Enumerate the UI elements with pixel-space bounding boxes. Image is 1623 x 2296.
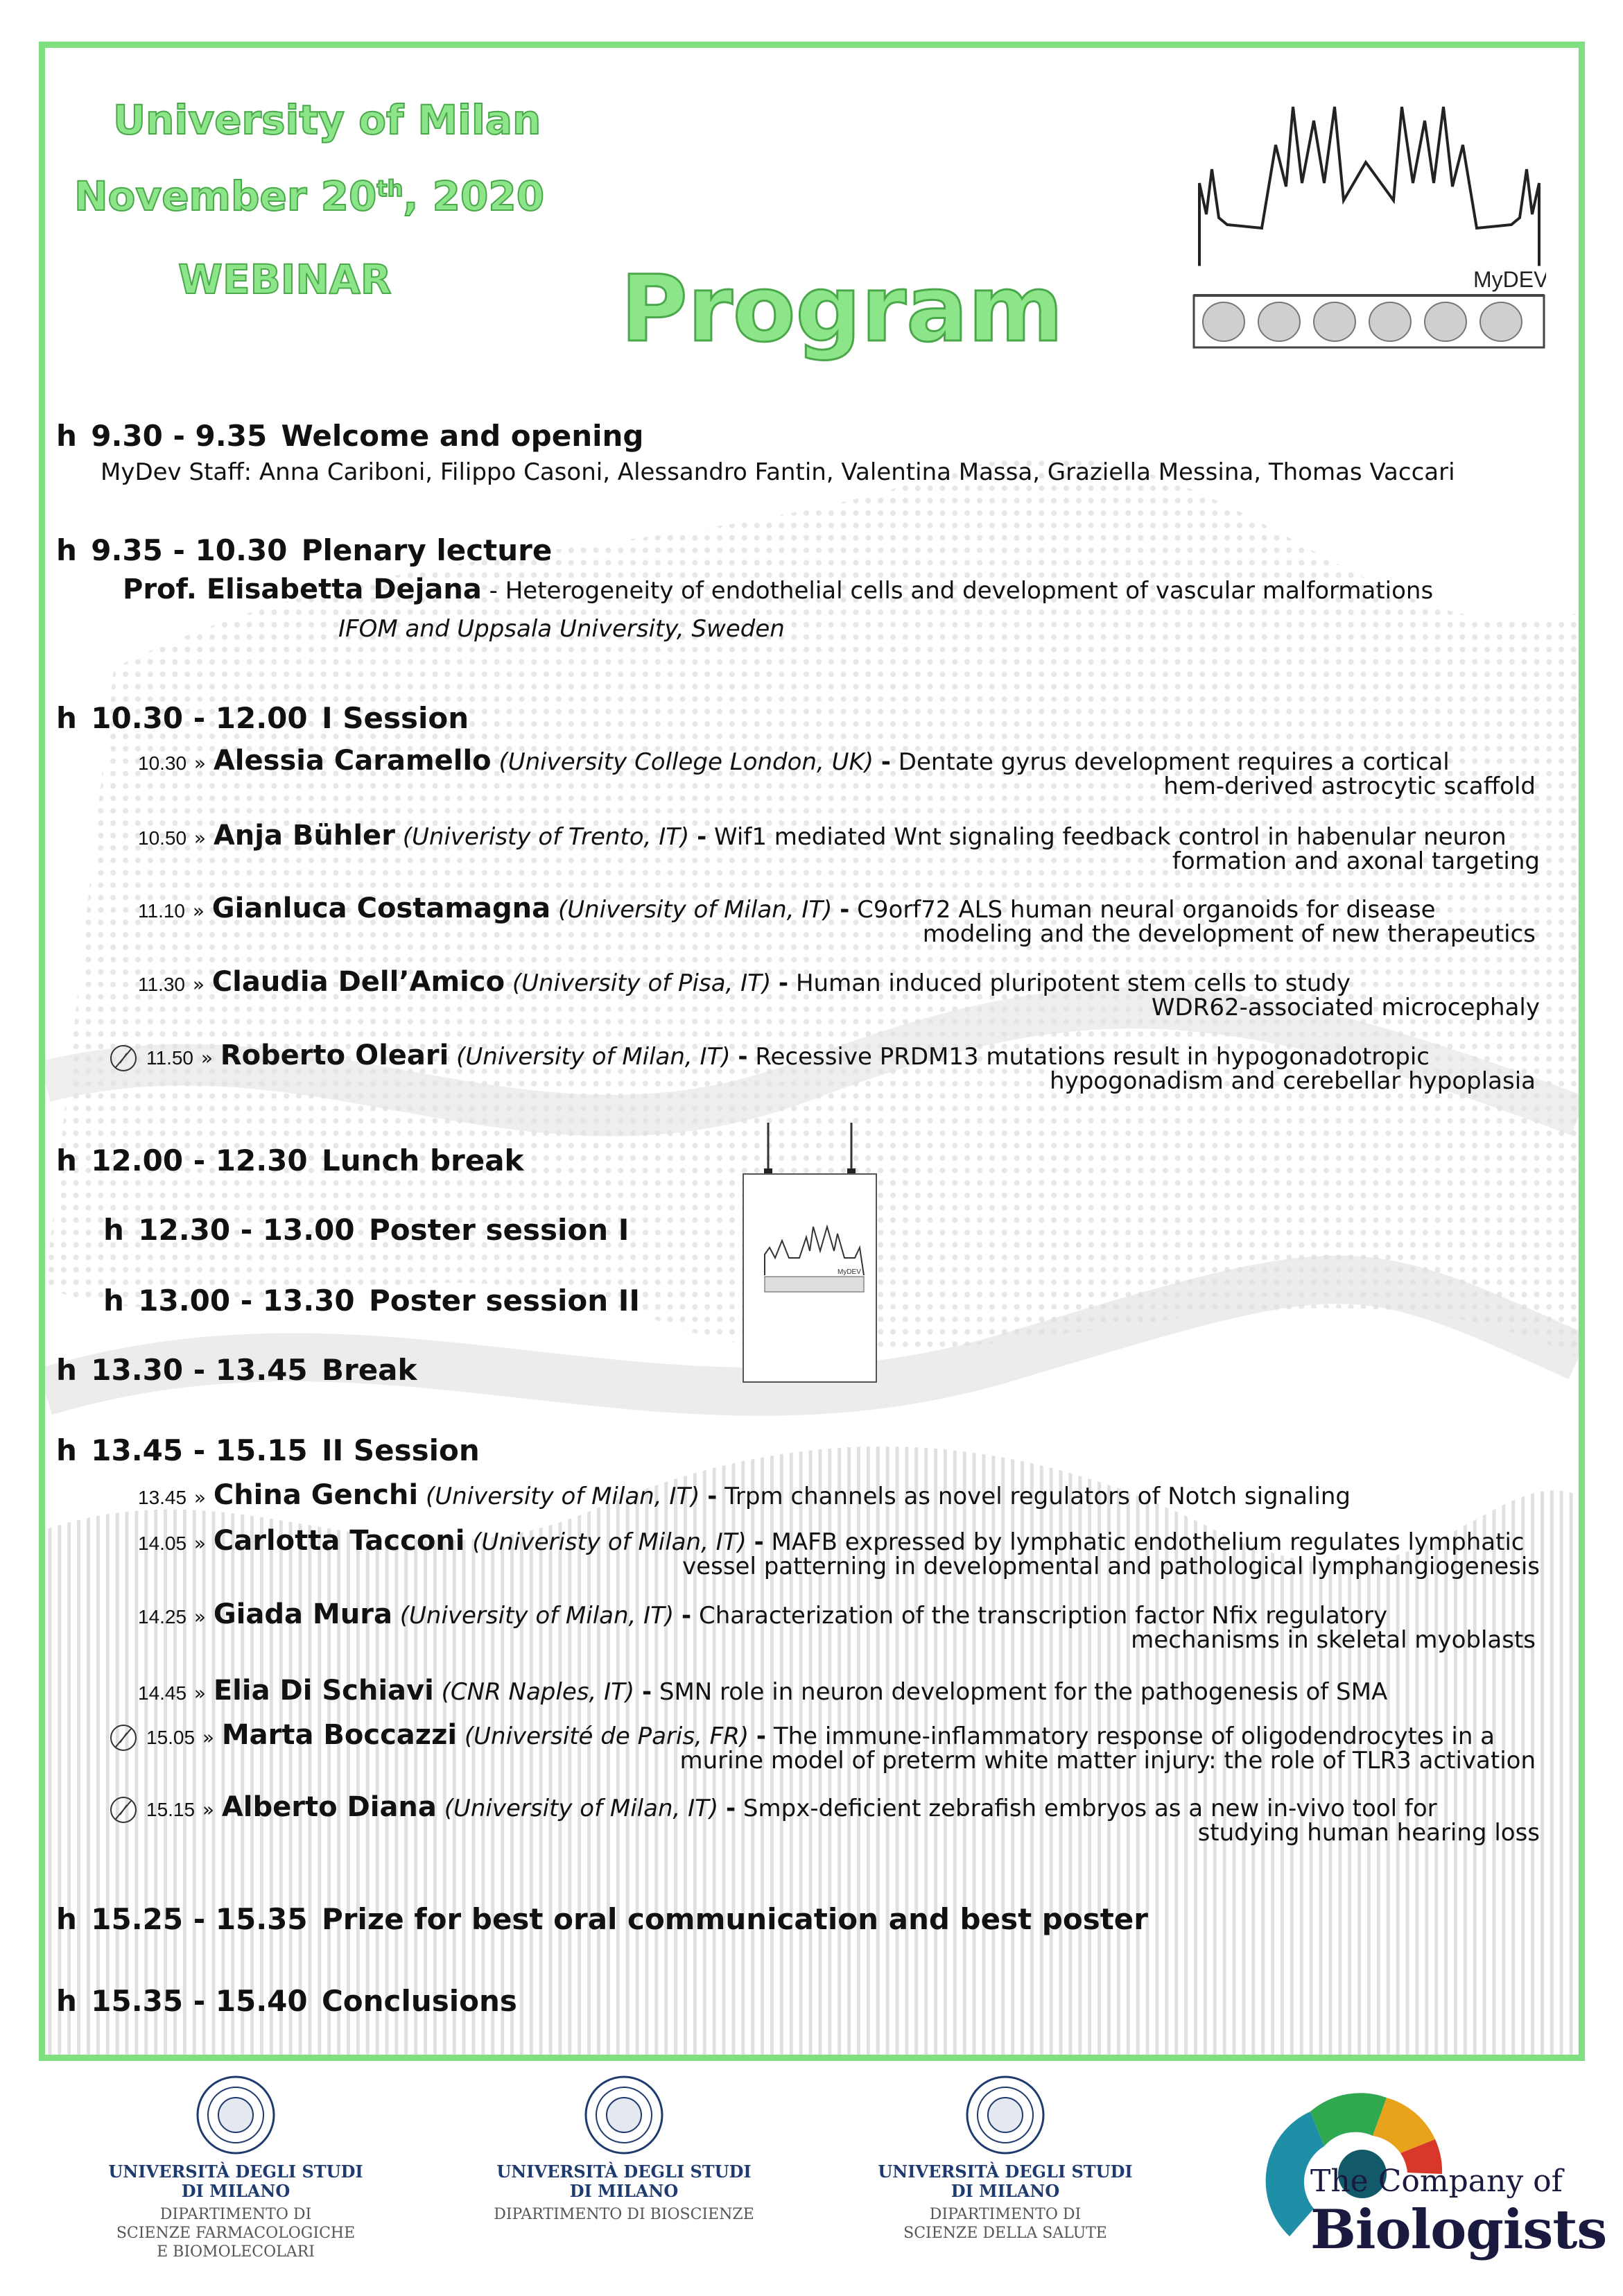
talk-dash: -	[725, 1795, 736, 1822]
talk-time: 11.30	[138, 974, 185, 995]
slot-session2: h 13.45 - 15.15 II Session	[56, 1433, 480, 1467]
slot-break: h 13.30 - 13.45 Break	[56, 1353, 417, 1387]
talk-speaker: Alessia Caramello	[213, 745, 492, 777]
talk-dash: -	[754, 1528, 764, 1556]
talk-title-line1: C9orf72 ALS human neural organoids for disease	[857, 896, 1436, 924]
plenary-talk: Prof. Elisabetta Dejana - Heterogeneity of endothelial cells and development of vascular malformations	[123, 573, 1434, 605]
talk-affiliation: (University of Milan, IT)	[456, 1043, 731, 1071]
prize-icon	[109, 1723, 138, 1752]
talk-arrow: »	[200, 1046, 213, 1069]
talk-time: 11.50	[146, 1047, 193, 1069]
talk-title-line2: vessel patterning in developmental and pathological lymphangiogenesis	[682, 1553, 1540, 1580]
talk-row	[138, 1479, 1351, 1511]
talk-time: 15.05	[146, 1727, 196, 1748]
talk-time: 15.15	[146, 1799, 196, 1820]
talk-dash: -	[779, 969, 789, 997]
talk-title-line1: MAFB expressed by lymphatic endothelium regulates lymphatic	[771, 1528, 1525, 1556]
talk-title-line1: Human induced pluripotent stem cells to study	[795, 969, 1351, 997]
talk-dash: -	[840, 896, 850, 924]
cob-line1: The Company of	[1310, 2164, 1563, 2199]
footer-logo-salute: UNIVERSITÀ DEGLI STUDI DI MILANO DIPARTIMENTO DI SCIENZE DELLA SALUTE	[867, 2073, 1144, 2243]
talk-dash: -	[641, 1678, 652, 1706]
talk-title-line2: hypogonadism and cerebellar hypoplasia	[1050, 1067, 1536, 1095]
talk-dash: -	[682, 1602, 692, 1630]
welcome-staff: MyDev Staff: Anna Cariboni, Filippo Casoni, Alessandro Fantin, Valentina Massa, Graziella Messina, Thomas Vaccari	[101, 458, 1455, 486]
talk-affiliation: (University of Milan, IT)	[557, 896, 833, 924]
talk-title-line1: Wif1 mediated Wnt signaling feedback control in habenular neuron	[714, 823, 1507, 851]
talk-title-line1: Recessive PRDM13 mutations result in hypogonadotropic	[755, 1043, 1430, 1071]
slot-session1: h 10.30 - 12.00 I Session	[56, 701, 469, 735]
slot-welcome: h 9.30 - 9.35 Welcome and opening	[56, 419, 644, 453]
talk-arrow: »	[193, 827, 207, 849]
plenary-affiliation: IFOM and Uppsala University, Sweden	[338, 615, 785, 643]
page-title: Program	[620, 256, 1064, 363]
talk-affiliation: (University of Milan, IT)	[399, 1602, 675, 1630]
talk-arrow: »	[193, 1682, 207, 1704]
talk-dash: -	[756, 1723, 767, 1750]
university-seal-icon	[964, 2073, 1047, 2157]
talk-affiliation: (Université de Paris, FR)	[464, 1723, 749, 1750]
talk-time: 14.05	[138, 1533, 187, 1554]
prize-icon	[109, 1795, 138, 1824]
talk-title-line2: WDR62-associated microcephaly	[1151, 994, 1540, 1021]
talk-title-line1: The immune-inflammatory response of oligodendrocytes in a	[773, 1723, 1495, 1750]
talk-arrow: »	[193, 1532, 207, 1555]
talk-speaker: Carlotta Tacconi	[213, 1525, 465, 1557]
talk-speaker: Giada Mura	[213, 1598, 392, 1630]
talk-arrow: »	[202, 1726, 215, 1749]
talk-affiliation: (University of Milan, IT)	[444, 1795, 719, 1822]
slot-conclusions: h 15.35 - 15.40 Conclusions	[56, 1984, 517, 2018]
talk-time: 14.25	[138, 1606, 187, 1628]
talk-title-line2: modeling and the development of new therapeutics	[922, 920, 1536, 948]
mydev-logo	[1186, 79, 1546, 370]
talk-speaker: Anja Bühler	[213, 820, 395, 852]
talk-arrow: »	[193, 752, 207, 775]
talk-title-line2: hem-derived astrocytic scaffold	[1163, 772, 1536, 800]
svg-text:MyDEV: MyDEV	[837, 1268, 861, 1276]
svg-text:MyDEV: MyDEV	[1473, 267, 1546, 292]
talk-row	[138, 1675, 1387, 1707]
university-seal-icon	[194, 2073, 277, 2157]
talk-title-line2: mechanisms in skeletal myoblasts	[1131, 1626, 1536, 1654]
slot-poster2: h 13.00 - 13.30 Poster session II	[103, 1284, 641, 1318]
talk-time: 11.10	[138, 900, 185, 922]
slot-poster1: h 12.30 - 13.00 Poster session I	[103, 1213, 630, 1247]
header-date: November 20th, 2020	[74, 173, 545, 220]
header-format: WEBINAR	[178, 256, 392, 303]
talk-title-line1: Dentate gyrus development requires a cortical	[898, 748, 1450, 776]
cob-line2: Biologists	[1310, 2198, 1607, 2261]
talk-dash: -	[880, 748, 891, 776]
talk-affiliation: (University of Milan, IT)	[425, 1483, 700, 1510]
footer-logo-bioscienze: UNIVERSITÀ DEGLI STUDI DI MILANO DIPARTIMENTO DI BIOSCIENZE	[485, 2073, 763, 2224]
talk-title-line1: Characterization of the transcription factor Nfix regulatory	[698, 1602, 1388, 1630]
talk-speaker: Alberto Diana	[221, 1791, 437, 1823]
page-frame	[39, 42, 1585, 2061]
talk-speaker: Roberto Oleari	[220, 1039, 449, 1071]
talk-affiliation: (University of Pisa, IT)	[512, 969, 772, 997]
talk-title-line2: murine model of preterm white matter injury: the role of TLR3 activation	[679, 1747, 1536, 1775]
talk-arrow: »	[192, 899, 205, 922]
talk-arrow: »	[193, 1605, 207, 1628]
poster-illustration	[740, 1123, 879, 1386]
talk-title-line1: Trpm channels as novel regulators of Notch signaling	[724, 1483, 1351, 1510]
talk-arrow: »	[192, 973, 205, 996]
slot-prize: h 15.25 - 15.35 Prize for best oral communication and best poster	[56, 1902, 1148, 1936]
talk-affiliation: (Univeristy of Trento, IT)	[402, 823, 690, 851]
talk-dash: -	[707, 1483, 718, 1510]
talk-speaker: China Genchi	[213, 1479, 419, 1511]
talk-dash: -	[697, 823, 707, 851]
prize-icon	[109, 1044, 138, 1073]
header-university: University of Milan	[113, 96, 541, 144]
talk-speaker: Gianluca Costamagna	[211, 892, 551, 924]
slot-lunch: h 12.00 - 12.30 Lunch break	[56, 1143, 524, 1177]
talk-title-line1: SMN role in neuron development for the pathogenesis of SMA	[659, 1678, 1388, 1706]
talk-arrow: »	[193, 1486, 207, 1509]
university-seal-icon	[582, 2073, 666, 2157]
talk-speaker: Claudia Dell’Amico	[211, 966, 505, 998]
talk-time: 10.30	[138, 752, 187, 774]
talk-time: 14.45	[138, 1682, 187, 1704]
footer-logo-farmacologiche: UNIVERSITÀ DEGLI STUDI DI MILANO DIPARTIMENTO DI SCIENZE FARMACOLOGICHE E BIOMOLECOLARI	[97, 2073, 374, 2261]
talk-speaker: Elia Di Schiavi	[213, 1675, 434, 1707]
talk-arrow: »	[202, 1798, 215, 1821]
slot-plenary: h 9.35 - 10.30 Plenary lecture	[56, 533, 553, 567]
talk-affiliation: (CNR Naples, IT)	[441, 1678, 635, 1706]
talk-title-line1: Smpx-deficient zebrafish embryos as a new in-vivo tool for	[743, 1795, 1437, 1822]
talk-affiliation: (Univeristy of Milan, IT)	[472, 1528, 747, 1556]
talk-speaker: Marta Boccazzi	[221, 1719, 458, 1751]
talk-dash: -	[738, 1043, 748, 1071]
talk-title-line2: formation and axonal targeting	[1172, 847, 1540, 875]
talk-affiliation: (University College London, UK)	[498, 748, 874, 776]
talk-time: 13.45	[138, 1487, 187, 1508]
talk-time: 10.50	[138, 827, 187, 849]
talk-title-line2: studying human hearing loss	[1197, 1819, 1540, 1847]
